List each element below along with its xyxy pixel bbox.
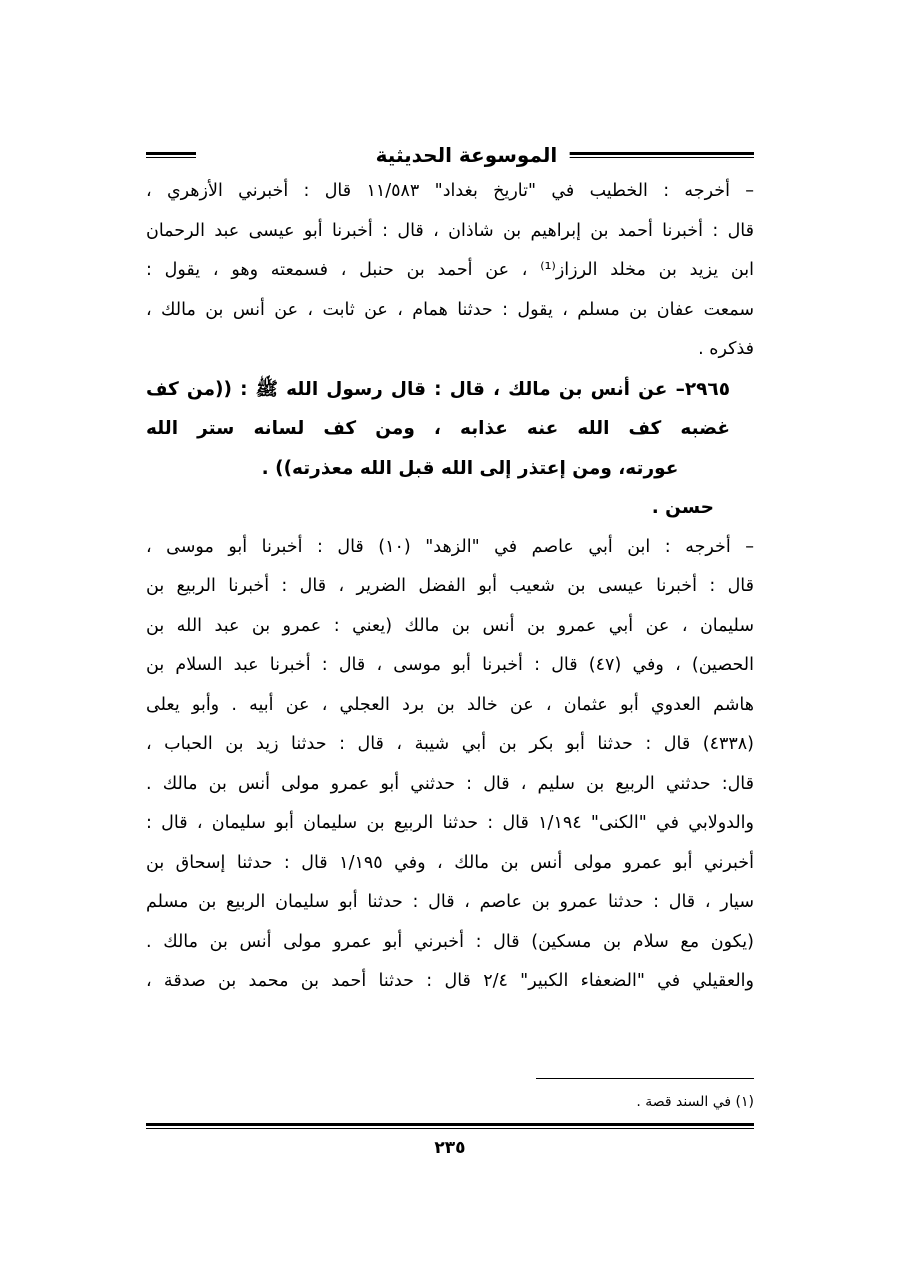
text-line: قال : أخبرنا عيسى بن شعيب أبو الفضل الضرير ، قال : أخبرنا الربيع بن <box>146 576 754 596</box>
hadith-text <box>146 370 754 489</box>
text-line: الحصين) ، وفي (٤٧) قال : أخبرنا أبو موسى ، قال : أخبرنا عبد السلام بن <box>146 655 754 675</box>
text-line: قال: حدثني الربيع بن سليم ، قال : حدثني أبو عمرو مولى أنس بن مالك . <box>146 773 754 794</box>
text-line: قال : أخبرنا أحمد بن إبراهيم بن شاذان ، قال : أخبرنا أبو عيسى عبد الرحمان <box>146 220 754 241</box>
header-title: الموسوعة الحديثية <box>364 138 570 172</box>
page-body <box>146 172 754 1002</box>
text-line: هاشم العدوي أبو عثمان ، عن خالد بن برد العجلي ، عن أبيه . وأبو يعلى <box>146 694 754 715</box>
text-line: – أخرجه : ابن أبي عاصم في "الزهد" (١٠) قال : أخبرنا أبو موسى ، <box>146 536 754 557</box>
text-line: (يكون مع سلام بن مسكين) قال : أخبرني أبو عمرو مولى أنس بن مالك . <box>146 931 754 952</box>
text-line: (٤٣٣٨) قال : حدثنا أبو بكر بن أبي شيبة ، قال : حدثنا زيد بن الحباب ، <box>146 734 754 754</box>
text-line: سمعت عفان بن مسلم ، يقول : حدثنا همام ، عن ثابت ، عن أنس بن مالك ، <box>146 299 754 320</box>
hadith-line: ٢٩٦٥– عن أنس بن مالك ، قال : قال رسول الله ﷺ : ((من كف <box>146 378 730 400</box>
hadith-line: عورته، ومن إعتذر إلى الله قبل الله معذرته)) . <box>261 457 679 479</box>
text-line: أخبرني أبو عمرو مولى أنس بن مالك ، وفي ١/١٩٥ قال : حدثنا إسحاق بن <box>146 852 754 873</box>
hadith-line: غضبه كف الله عنه عذابه ، ومن كف لسانه ستر الله <box>146 418 730 439</box>
takhrij-paragraph-2 <box>146 528 754 1002</box>
hadith-grade: حسن . <box>651 497 714 518</box>
header-rule-left <box>146 152 196 158</box>
text-line: سليمان ، عن أبي عمرو بن أنس بن مالك (يعني : عمرو بن عبد الله بن <box>146 615 754 636</box>
text-line: فذكره . <box>698 339 754 359</box>
text-line: والعقيلي في "الضعفاء الكبير" ٢/٤ قال : حدثنا أحمد بن محمد بن صدقة ، <box>146 971 754 991</box>
takhrij-paragraph-1 <box>146 172 754 370</box>
text-line: والدولابي في "الكنى" ١/١٩٤ قال : حدثنا الربيع بن سليمان أبو سليمان ، قال : <box>146 813 754 833</box>
text-line: ابن يزيد بن مخلد الرزاز⁽¹⁾ ، عن أحمد بن حنبل ، فسمعته وهو ، يقول : <box>146 260 754 280</box>
footnote-1: (١) في السند قصة . <box>636 1094 754 1110</box>
footer-rule <box>146 1123 754 1129</box>
footnote-separator <box>536 1078 754 1079</box>
text-line: سيار ، قال : حدثنا عمرو بن عاصم ، قال : حدثنا أبو سليمان الربيع بن مسلم <box>146 892 754 912</box>
page-number: ٢٣٥ <box>434 1138 466 1158</box>
text-line: – أخرجه : الخطيب في "تاريخ بغداد" ١١/٥٨٣ قال : أخبرني الأزهري ، <box>146 181 754 201</box>
